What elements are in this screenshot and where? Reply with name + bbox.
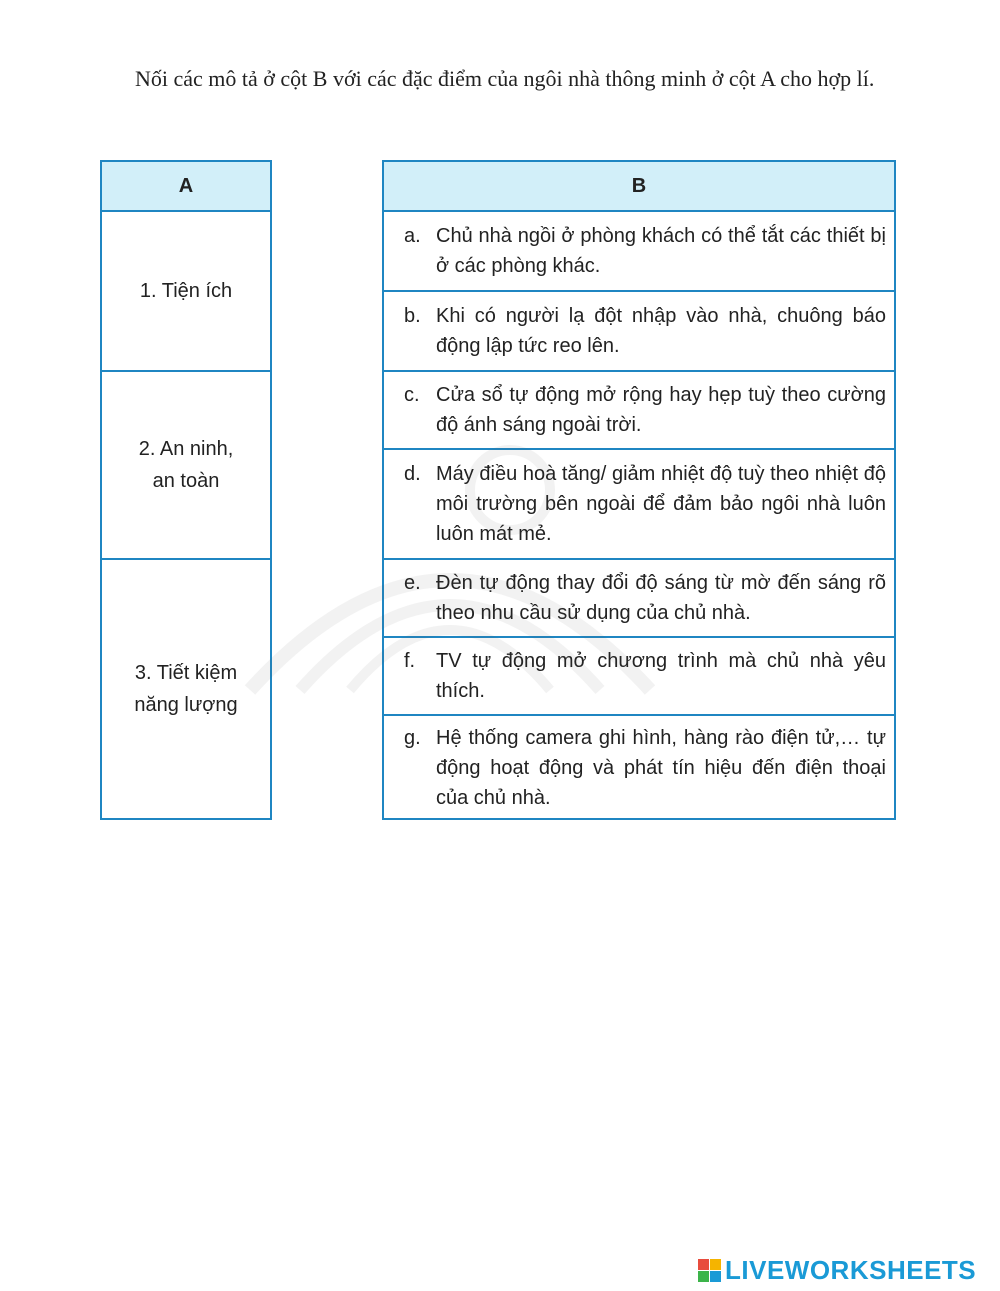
- item-description: Cửa sổ tự động mở rộng hay hẹp tuỳ theo cường độ ánh sáng ngoài trời.: [436, 384, 886, 436]
- liveworksheets-logo: [698, 1255, 976, 1286]
- item-description: TV tự động mở chương trình mà chủ nhà yêu thích.: [436, 650, 886, 702]
- column-a-header: A: [102, 162, 270, 212]
- column-b-item[interactable]: [384, 450, 894, 560]
- item-letter: d.: [404, 463, 421, 485]
- item-letter: b.: [404, 305, 421, 327]
- item-letter: f.: [404, 650, 416, 672]
- column-a-item[interactable]: [102, 372, 270, 560]
- column-a-item-label: 3. Tiết kiệm năng lượng: [134, 662, 238, 716]
- column-a-item[interactable]: [102, 560, 270, 818]
- column-b-header: B: [384, 162, 894, 212]
- column-b-item[interactable]: [384, 292, 894, 372]
- instruction-text: Nối các mô tả ở cột B với các đặc điểm của ngôi nhà thông minh ở cột A cho hợp lí.: [135, 66, 875, 91]
- liveworksheets-logo-icon: [698, 1259, 721, 1282]
- column-a-item-label: 1. Tiện ích: [139, 280, 233, 302]
- item-description: Đèn tự động thay đổi độ sáng từ mờ đến sáng rõ theo nhu cầu sử dụng của chủ nhà.: [436, 572, 886, 624]
- column-b-table: [382, 160, 896, 820]
- column-a-item-label: 2. An ninh, an toàn: [138, 438, 234, 492]
- liveworksheets-logo-text: LIVEWORKSHEETS: [725, 1255, 977, 1285]
- column-b-item[interactable]: [384, 372, 894, 450]
- item-description: Hệ thống camera ghi hình, hàng rào điện tử,… tự động hoạt động và phát tín hiệu đến điện thoại của chủ nhà.: [436, 727, 886, 809]
- item-letter: c.: [404, 384, 420, 406]
- item-description: Khi có người lạ đột nhập vào nhà, chuông báo động lập tức reo lên.: [436, 305, 886, 357]
- item-description: Chủ nhà ngồi ở phòng khách có thể tắt các thiết bị ở các phòng khác.: [436, 225, 886, 277]
- column-a-item[interactable]: [102, 212, 270, 372]
- column-b-item[interactable]: [384, 716, 894, 820]
- column-b-item[interactable]: [384, 560, 894, 638]
- item-letter: a.: [404, 225, 421, 247]
- column-b-item[interactable]: [384, 212, 894, 292]
- column-b-item[interactable]: [384, 638, 894, 716]
- item-letter: e.: [404, 572, 421, 594]
- item-description: Máy điều hoà tăng/ giảm nhiệt độ tuỳ theo nhiệt độ môi trường bên ngoài để đảm bảo ngôi nhà luôn luôn mát mẻ.: [436, 463, 886, 545]
- item-letter: g.: [404, 727, 421, 749]
- column-a-table: [100, 160, 272, 820]
